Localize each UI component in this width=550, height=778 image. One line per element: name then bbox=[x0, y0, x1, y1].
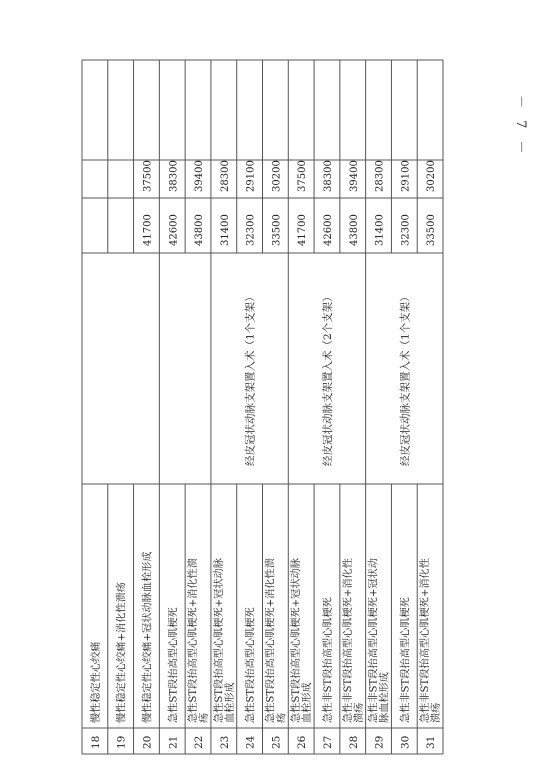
value-a-cell: 43800 bbox=[348, 214, 360, 246]
diagnosis-cell: 急性非ST段抬高型心肌梗死+冠状动 bbox=[368, 558, 380, 723]
diagnosis-cell: 溃疡 bbox=[353, 702, 365, 723]
procedure-cell: 经皮冠状动脉支架置入术（1个支架） bbox=[244, 291, 257, 466]
diagnosis-cell: 急性ST段抬高型心肌梗死+消化性溃 bbox=[188, 558, 200, 723]
diagnosis-cell: 溃疡 bbox=[431, 702, 443, 723]
value-b-cell: 28300 bbox=[219, 160, 231, 192]
value-b-cell: 28300 bbox=[374, 160, 386, 192]
row-number: 31 bbox=[425, 735, 438, 749]
page-number: － 7 － bbox=[513, 95, 528, 158]
row-number: 23 bbox=[218, 735, 231, 749]
value-b-cell: 37500 bbox=[297, 160, 309, 192]
value-a-cell: 42600 bbox=[322, 214, 334, 246]
value-a-cell: 41700 bbox=[297, 214, 309, 246]
value-a-cell: 31400 bbox=[374, 214, 386, 246]
diagnosis-cell: 脉血栓形成 bbox=[379, 672, 391, 723]
diagnosis-cell: 慢性稳定性心绞痛+消化性溃疡 bbox=[116, 582, 128, 723]
row-number: 28 bbox=[347, 735, 360, 749]
diagnosis-cell: 疡 bbox=[276, 712, 288, 723]
diagnosis-cell: 急性ST段抬高型心肌梗死+冠状动脉 bbox=[213, 558, 225, 723]
diagnosis-cell: 急性非ST段抬高型心肌梗死+消化性 bbox=[342, 558, 354, 723]
diagnosis-cell: 疡 bbox=[199, 712, 211, 723]
diagnosis-cell: 血栓形成 bbox=[302, 682, 314, 723]
value-b-cell: 29100 bbox=[245, 160, 257, 192]
row-number: 18 bbox=[89, 735, 102, 749]
diagnosis-cell: 急性非ST段抬高型心肌梗死 bbox=[322, 597, 334, 723]
value-b-cell: 39400 bbox=[348, 160, 360, 192]
row-number: 30 bbox=[399, 735, 412, 749]
value-b-cell: 30200 bbox=[271, 160, 283, 192]
procedure-cell: 经皮冠状动脉支架置入术（1个支架） bbox=[399, 291, 412, 466]
value-a-cell: 41700 bbox=[142, 214, 154, 246]
row-number: 24 bbox=[244, 735, 257, 749]
procedure-cell: 经皮冠状动脉支架置入术（2个支架） bbox=[321, 291, 334, 466]
diagnosis-cell: 慢性稳定性心绞痛+冠状动脉血栓形成 bbox=[142, 551, 154, 723]
diagnosis-cell: 急性ST段抬高型心肌梗死 bbox=[168, 607, 180, 723]
value-b-cell: 37500 bbox=[142, 160, 154, 192]
value-a-cell: 33500 bbox=[426, 214, 438, 246]
row-number: 22 bbox=[193, 735, 206, 749]
row-number: 26 bbox=[296, 735, 309, 749]
row-number: 20 bbox=[141, 735, 154, 749]
value-a-cell: 32300 bbox=[400, 214, 412, 246]
diagnosis-cell: 血栓形成 bbox=[224, 682, 236, 723]
value-a-cell: 42600 bbox=[168, 214, 180, 246]
diagnosis-cell: 急性非ST段抬高型心肌梗死+消化性 bbox=[420, 558, 432, 723]
value-a-cell: 33500 bbox=[271, 214, 283, 246]
row-number: 27 bbox=[321, 735, 334, 749]
value-a-cell: 43800 bbox=[194, 214, 206, 246]
diagnosis-cell: 急性ST段抬高型心肌梗死 bbox=[245, 607, 257, 723]
value-b-cell: 38300 bbox=[322, 160, 334, 192]
row-number: 21 bbox=[167, 735, 180, 749]
value-b-cell: 30200 bbox=[426, 160, 438, 192]
row-number: 25 bbox=[270, 735, 283, 749]
value-b-cell: 29100 bbox=[400, 160, 412, 192]
diagnosis-cell: 慢性稳定性心绞痛 bbox=[90, 641, 102, 723]
diagnosis-cell: 急性ST段抬高型心肌梗死+消化性溃 bbox=[265, 558, 277, 723]
diagnosis-cell: 急性非ST段抬高型心肌梗死 bbox=[400, 597, 412, 723]
value-b-cell: 39400 bbox=[194, 160, 206, 192]
value-b-cell: 38300 bbox=[168, 160, 180, 192]
row-number: 19 bbox=[115, 735, 128, 749]
value-a-cell: 31400 bbox=[219, 214, 231, 246]
diagnosis-cell: 急性ST段抬高型心肌梗死+冠状动脉 bbox=[291, 558, 303, 723]
row-number: 29 bbox=[373, 735, 386, 749]
value-a-cell: 32300 bbox=[245, 214, 257, 246]
